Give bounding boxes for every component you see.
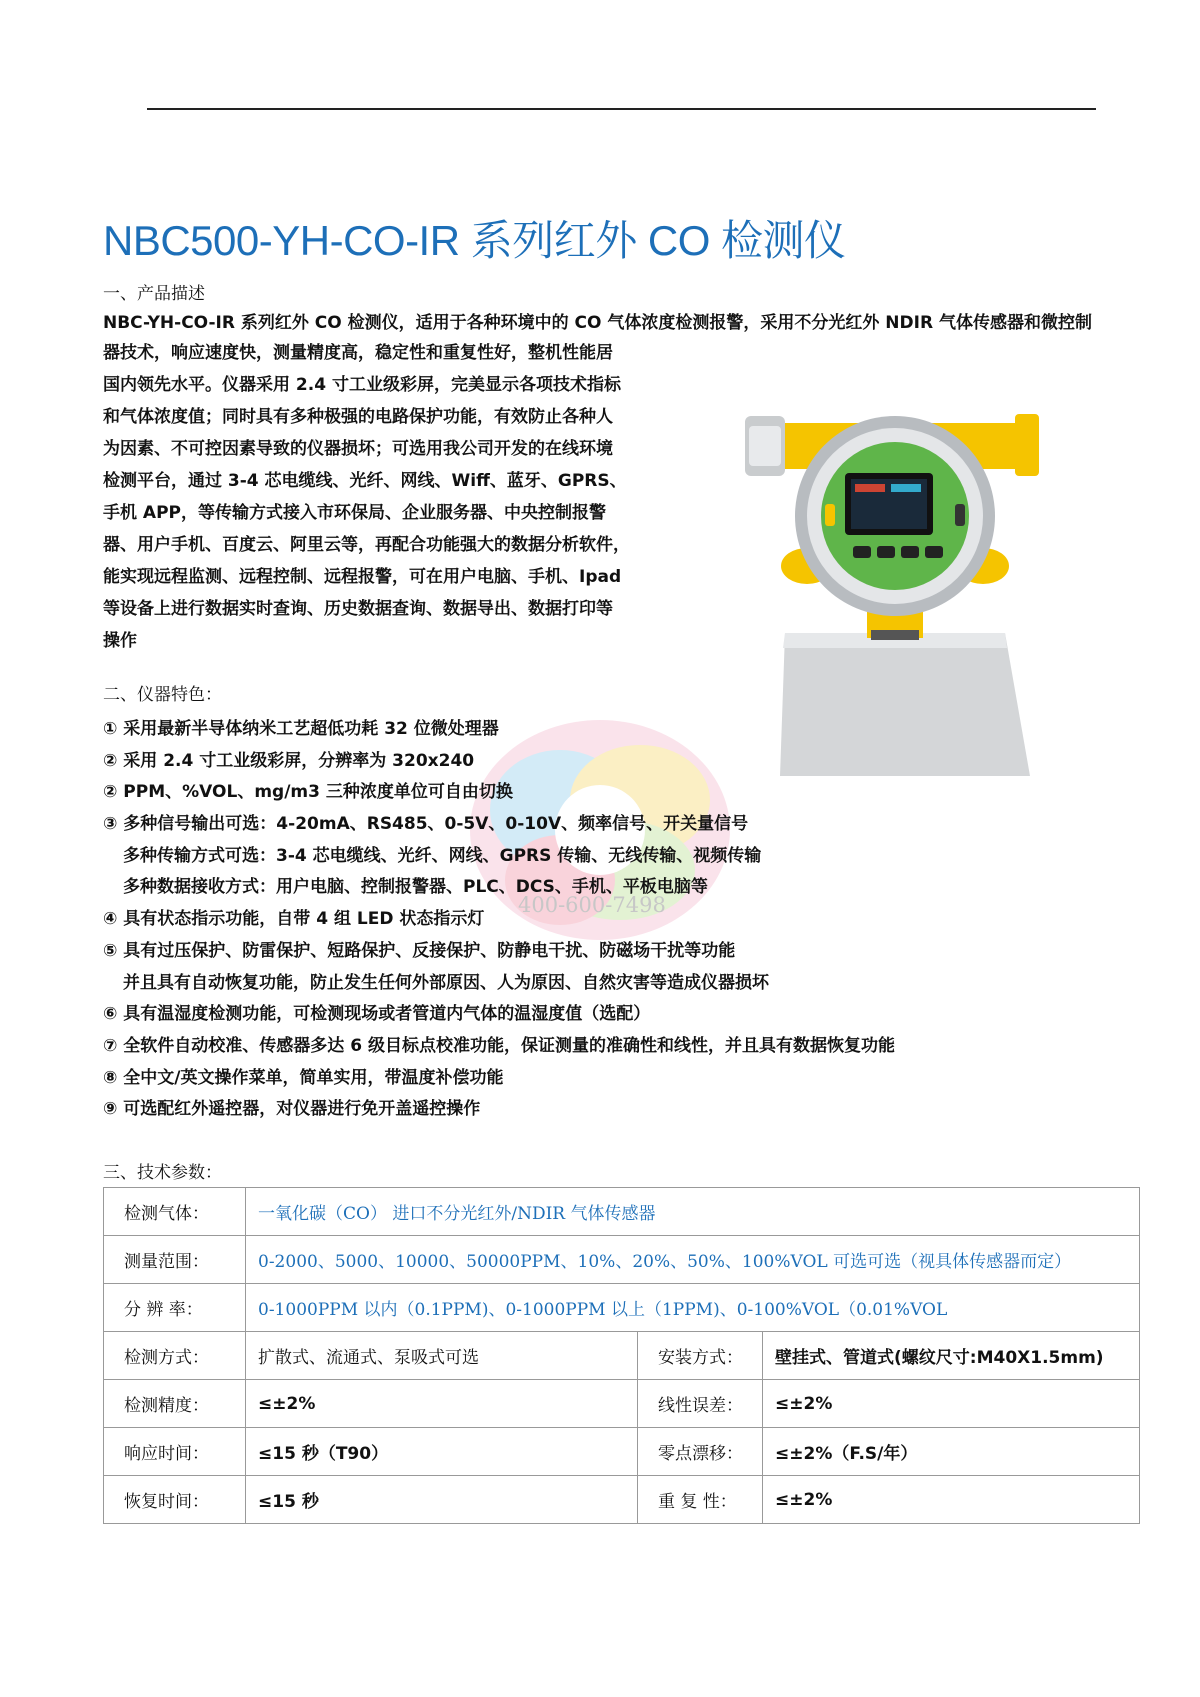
spec-value: ≤±2% xyxy=(763,1476,1140,1524)
spec-value: 扩散式、流通式、泵吸式可选 xyxy=(246,1332,638,1380)
feature-item: ② PPM、%VOL、mg/m3 三种浓度单位可自由切换 xyxy=(103,782,513,803)
spec-label: 零点漂移： xyxy=(638,1428,763,1476)
description-block xyxy=(103,337,658,657)
feature-item: 并且具有自动恢复功能，防止发生任何外部原因、人为原因、自然灾害等造成仪器损坏 xyxy=(123,972,769,993)
section-features-heading: 二、仪器特色： xyxy=(103,685,222,705)
feature-item: ⑥ 具有温湿度检测功能，可检测现场或者管道内气体的温湿度值（选配） xyxy=(103,1004,651,1025)
feature-item: ④ 具有状态指示功能，自带 4 组 LED 状态指示灯 xyxy=(103,909,485,930)
feature-item: ③ 多种信号输出可选：4-20mA、RS485、0-5V、0-10V、频率信号、开关量信号 xyxy=(103,814,749,835)
description-line: 等设备上进行数据实时查询、历史数据查询、数据导出、数据打印等 xyxy=(103,599,613,619)
spec-label: 响应时间： xyxy=(104,1428,246,1476)
feature-item: ② 采用 2.4 寸工业级彩屏，分辨率为 320x240 xyxy=(103,750,475,771)
table-row xyxy=(104,1428,1140,1476)
features-list xyxy=(103,714,895,1126)
spec-label: 检测方式： xyxy=(104,1332,246,1380)
feature-item: 多种传输方式可选：3-4 芯电缆线、光纤、网线、GPRS 传输、无线传输、视频传输 xyxy=(123,845,762,866)
description-line: 器、用户手机、百度云、阿里云等，再配合功能强大的数据分析软件， xyxy=(103,535,630,555)
description-line: 检测平台，通过 3-4 芯电缆线、光纤、网线、Wiff、蓝牙、GPRS、 xyxy=(103,471,627,491)
description-line: 国内领先水平。仪器采用 2.4 寸工业级彩屏，完美显示各项技术指标 xyxy=(103,375,621,395)
spec-value: 一氧化碳（CO） 进口不分光红外/NDIR 气体传感器 xyxy=(246,1188,1140,1236)
description-line: 和气体浓度值；同时具有多种极强的电路保护功能，有效防止各种人 xyxy=(103,407,613,427)
spec-table xyxy=(103,1187,1140,1524)
spec-value: 壁挂式、管道式(螺纹尺寸:M40X1.5mm) xyxy=(763,1332,1140,1380)
table-row xyxy=(104,1188,1140,1236)
description-line: 器技术，响应速度快，测量精度高，稳定性和重复性好，整机性能居 xyxy=(103,343,613,363)
feature-item: 多种数据接收方式：用户电脑、控制报警器、PLC、DCS、手机、平板电脑等 xyxy=(123,877,708,898)
feature-item: ① 采用最新半导体纳米工艺超低功耗 32 位微处理器 xyxy=(103,719,499,739)
spec-value: ≤±2% xyxy=(763,1380,1140,1428)
description-line: 手机 APP，等传输方式接入市环保局、企业服务器、中央控制报警 xyxy=(103,503,606,523)
table-row xyxy=(104,1284,1140,1332)
spec-value: 0-2000、5000、10000、50000PPM、10%、20%、50%、100%VOL 可选可选（视具体传感器而定） xyxy=(246,1236,1140,1284)
page-title: NBC500-YH-CO-IR 系列红外 CO 检测仪 xyxy=(103,217,846,264)
spec-label: 恢复时间： xyxy=(104,1476,246,1524)
feature-item: ⑦ 全软件自动校准、传感器多达 6 级目标点校准功能，保证测量的准确性和线性，并且具有数据恢复功能 xyxy=(103,1035,895,1056)
description-line: 操作 xyxy=(103,631,137,651)
feature-item: ⑨ 可选配红外遥控器，对仪器进行免开盖遥控操作 xyxy=(103,1099,481,1120)
table-row xyxy=(104,1236,1140,1284)
spec-label: 安装方式： xyxy=(638,1332,763,1380)
description-first-line: NBC-YH-CO-IR 系列红外 CO 检测仪，适用于各种环境中的 CO 气体浓度检测报警，采用不分光红外 NDIR 气体传感器和微控制 xyxy=(103,313,1092,333)
table-row xyxy=(104,1380,1140,1428)
top-rule xyxy=(147,108,1096,110)
watermark-phone: 400-600-7498 xyxy=(518,893,666,917)
section-description-heading: 一、产品描述 xyxy=(103,284,205,304)
feature-item: ⑧ 全中文/英文操作菜单，简单实用，带温度补偿功能 xyxy=(103,1067,504,1088)
spec-value: ≤15 秒 xyxy=(246,1476,638,1524)
description-line: 能实现远程监测、远程控制、远程报警，可在用户电脑、手机、Ipad xyxy=(103,567,622,587)
table-row xyxy=(104,1332,1140,1380)
spec-value: ≤±2%（F.S/年） xyxy=(763,1428,1140,1476)
section-specs-heading: 三、技术参数： xyxy=(103,1163,222,1183)
table-row xyxy=(104,1476,1140,1524)
spec-value: ≤15 秒（T90） xyxy=(246,1428,638,1476)
spec-label: 分 辨 率： xyxy=(104,1284,246,1332)
spec-value: 0-1000PPM 以内（0.1PPM)、0-1000PPM 以上（1PPM)、0-100%VOL（0.01%VOL xyxy=(246,1284,1140,1332)
spec-label: 测量范围： xyxy=(104,1236,246,1284)
spec-label: 检测精度： xyxy=(104,1380,246,1428)
feature-item: ⑤ 具有过压保护、防雷保护、短路保护、反接保护、防静电干扰、防磁场干扰等功能 xyxy=(103,940,736,961)
spec-value: ≤±2% xyxy=(246,1380,638,1428)
spec-label: 检测气体： xyxy=(104,1188,246,1236)
description-line: 为因素、不可控因素导致的仪器损坏；可选用我公司开发的在线环境 xyxy=(103,439,613,459)
spec-label: 线性误差： xyxy=(638,1380,763,1428)
spec-label: 重 复 性： xyxy=(638,1476,763,1524)
